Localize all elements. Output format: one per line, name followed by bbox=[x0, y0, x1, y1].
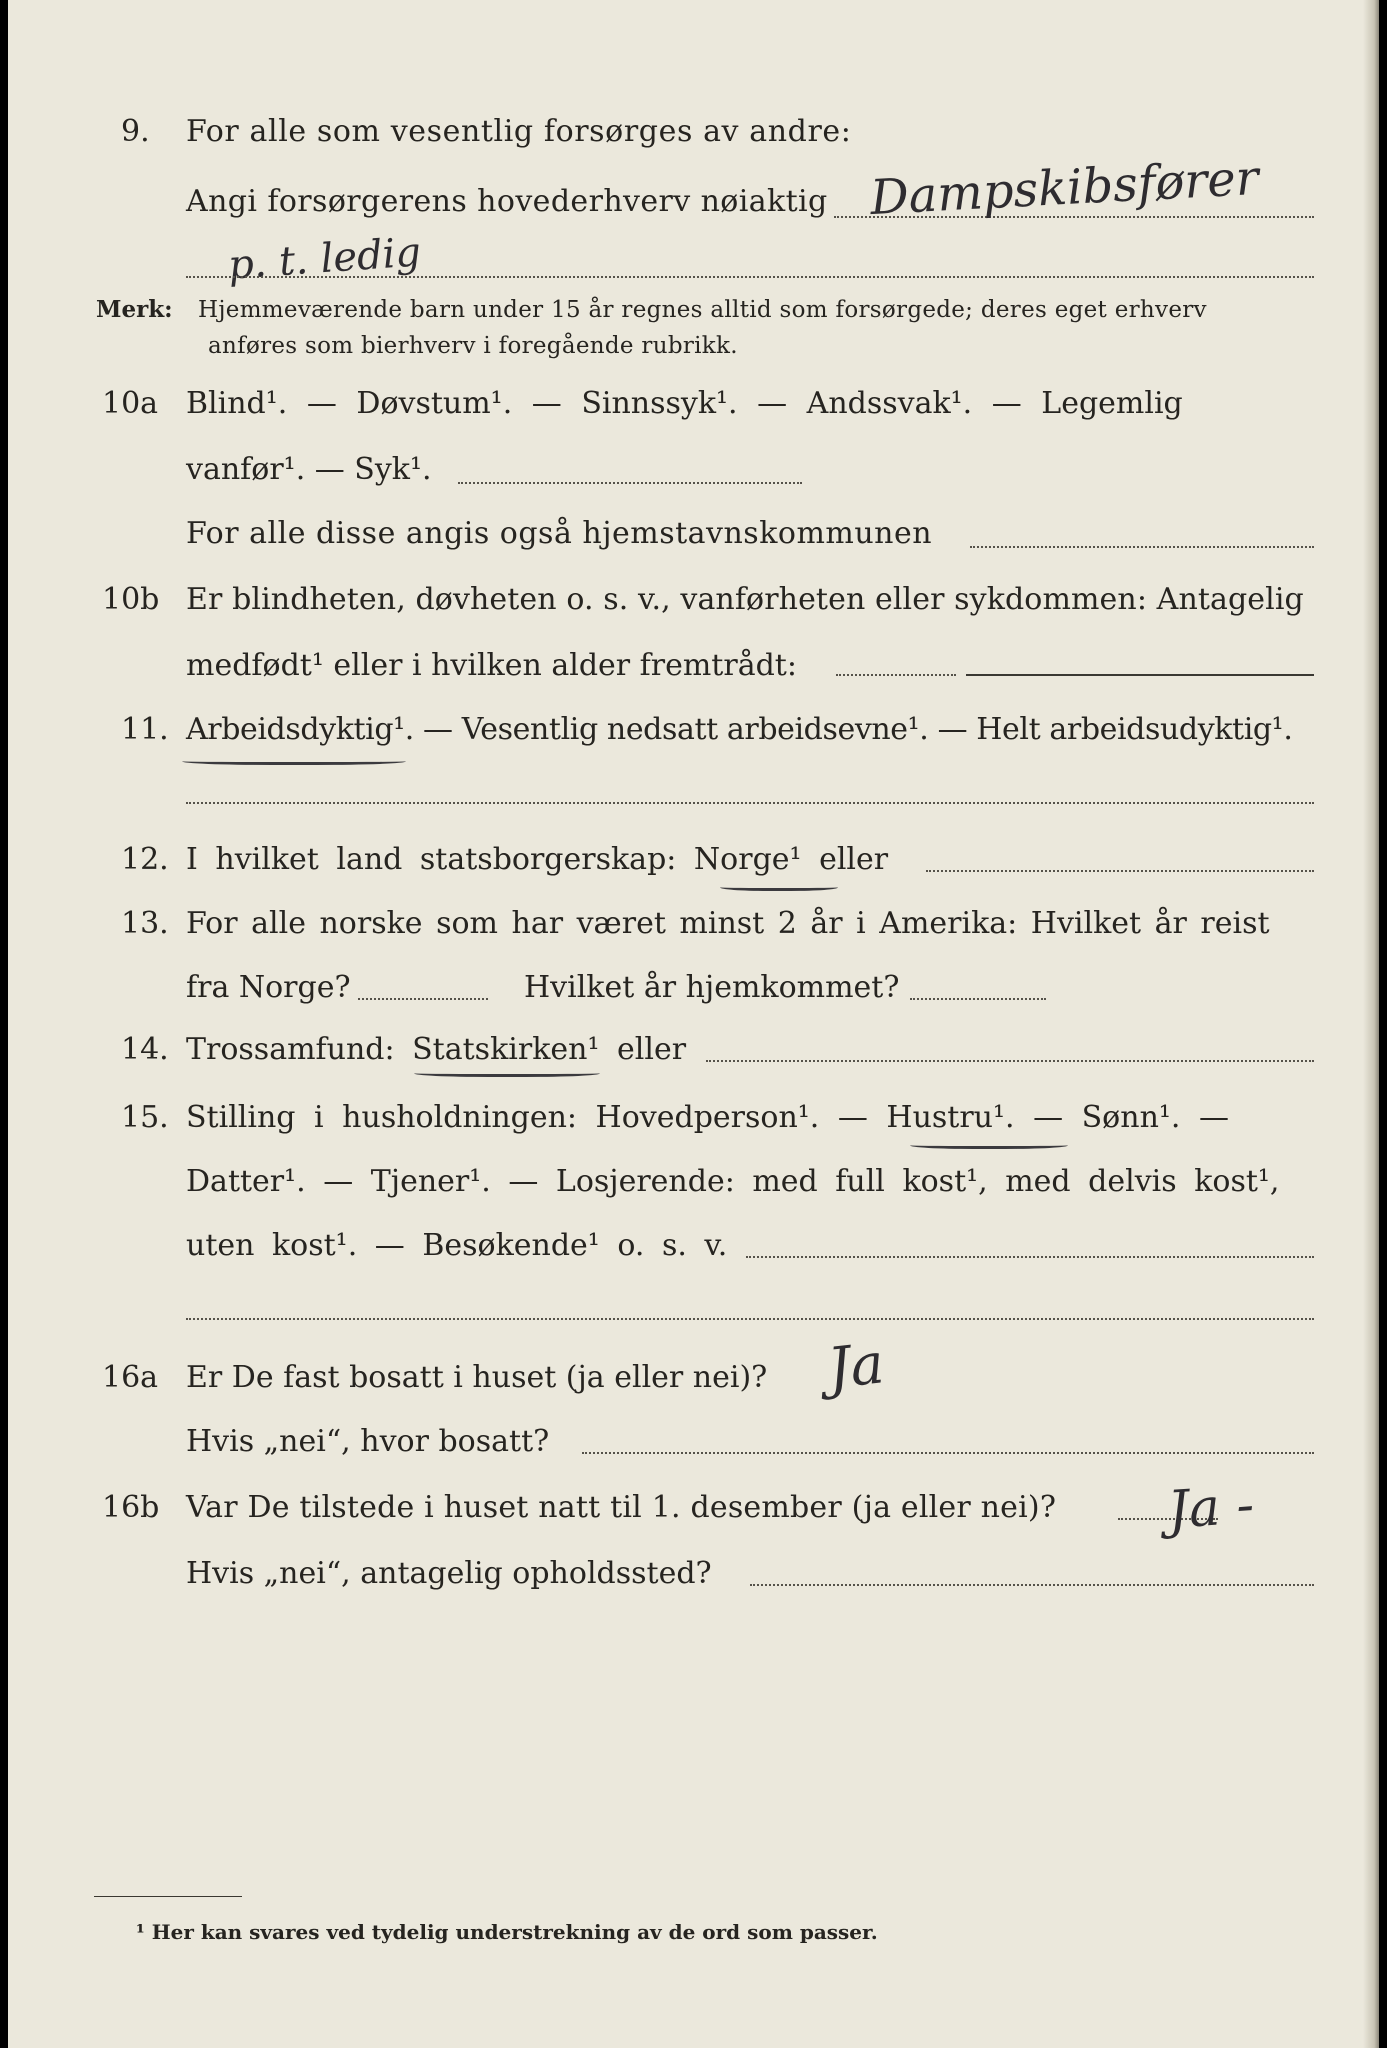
q16a-handwritten-answer: Ja bbox=[824, 1331, 888, 1402]
footnote-text: ¹ Her kan svares ved tydelig understrekning av de ord som passer. bbox=[136, 1920, 878, 1944]
q12-underline-norge bbox=[720, 882, 838, 891]
q13-line1: For alle norske som har været minst 2 år i Amerika: Hvilket år reist bbox=[186, 906, 1270, 941]
merk-line1: Hjemmeværende barn under 15 år regnes alltid som forsørgede; deres eget erhverv bbox=[198, 297, 1207, 323]
q11-line1: Arbeidsdyktig¹. — Vesentlig nedsatt arbeidsevne¹. — Helt arbeidsudyktig¹. bbox=[186, 712, 1293, 747]
q10a-syk-answer-line bbox=[458, 482, 802, 484]
q15-line2: Datter¹. — Tjener¹. — Losjerende: med full kost¹, med delvis kost¹, bbox=[186, 1164, 1280, 1199]
q13-line2b: Hvilket år hjemkommet? bbox=[524, 970, 900, 1005]
q11-number: 11. bbox=[121, 712, 169, 747]
q10a-line1: Blind¹. — Døvstum¹. — Sinnssyk¹. — Andssvak¹. — Legemlig bbox=[186, 386, 1183, 421]
q15-number: 15. bbox=[121, 1100, 169, 1135]
q13-reist-answer-line bbox=[358, 998, 488, 1000]
q16b-number: 16b bbox=[102, 1490, 160, 1525]
q9-handwritten-status: p. t. ledig bbox=[226, 229, 423, 289]
q10b-number: 10b bbox=[102, 582, 160, 617]
q12-number: 12. bbox=[121, 842, 169, 877]
q14-answer-line bbox=[706, 1060, 1314, 1062]
census-form-page bbox=[8, 0, 1379, 2048]
page-edge-shadow bbox=[1363, 0, 1379, 2048]
q16a-answer-line bbox=[582, 1452, 1314, 1454]
merk-line2: anføres som bierhverv i foregående rubrikk. bbox=[208, 333, 738, 359]
q9-handwritten-occupation: Dampskibsfører bbox=[868, 149, 1260, 227]
q10b-answer-line-2 bbox=[966, 674, 1314, 676]
q11-answer-line bbox=[186, 802, 1314, 804]
q16a-line1: Er De fast bosatt i huset (ja eller nei)? bbox=[186, 1360, 768, 1395]
q9-answer-line-2 bbox=[186, 276, 1314, 278]
q10a-line2: vanfør¹. — Syk¹. bbox=[186, 452, 432, 487]
q10a-line3: For alle disse angis også hjemstavnskommunen bbox=[186, 516, 933, 551]
q11-underline-arbeidsdyktig bbox=[182, 756, 406, 765]
q15-answer-line bbox=[746, 1256, 1314, 1258]
q10a-home-answer-line bbox=[970, 546, 1314, 548]
q16b-line1: Var De tilstede i huset natt til 1. desember (ja eller nei)? bbox=[186, 1490, 1057, 1525]
merk-label: Merk: bbox=[96, 296, 173, 323]
q9-number: 9. bbox=[121, 114, 150, 149]
q15-answer-line-2 bbox=[186, 1318, 1314, 1320]
q16b-handwritten-answer: Ja - bbox=[1166, 1475, 1256, 1541]
q13-hjemkommet-answer-line bbox=[910, 998, 1046, 1000]
q10b-line1: Er blindheten, døvheten o. s. v., vanførheten eller sykdommen: Antagelig bbox=[186, 582, 1304, 617]
q16a-line2: Hvis „nei“, hvor bosatt? bbox=[186, 1424, 550, 1459]
q14-underline-statskirken bbox=[414, 1068, 600, 1077]
q12-answer-line bbox=[926, 870, 1314, 872]
q16b-line2: Hvis „nei“, antagelig opholdssted? bbox=[186, 1556, 712, 1591]
q10b-line2: medfødt¹ eller i hvilken alder fremtrådt: bbox=[186, 648, 797, 683]
q15-line1: Stilling i husholdningen: Hovedperson¹. — Hustru¹. — Sønn¹. — bbox=[186, 1100, 1229, 1135]
q15-underline-hustru bbox=[910, 1140, 1068, 1149]
q15-line3: uten kost¹. — Besøkende¹ o. s. v. bbox=[186, 1228, 728, 1263]
q10a-number: 10a bbox=[102, 386, 159, 421]
q16b-answer-line-2 bbox=[750, 1584, 1314, 1586]
q14-number: 14. bbox=[121, 1032, 169, 1067]
q14-line1: Trossamfund: Statskirken¹ eller bbox=[186, 1032, 687, 1067]
q9-line1: For alle som vesentlig forsørges av andre: bbox=[186, 114, 852, 149]
q12-line1: I hvilket land statsborgerskap: Norge¹ eller bbox=[186, 842, 889, 877]
q13-line2a: fra Norge? bbox=[186, 970, 351, 1005]
footnote-rule bbox=[94, 1896, 242, 1897]
q16a-number: 16a bbox=[102, 1360, 159, 1395]
q10b-answer-line bbox=[836, 674, 956, 676]
q9-line2: Angi forsørgerens hovederhverv nøiaktig bbox=[186, 184, 828, 219]
q13-number: 13. bbox=[121, 906, 169, 941]
